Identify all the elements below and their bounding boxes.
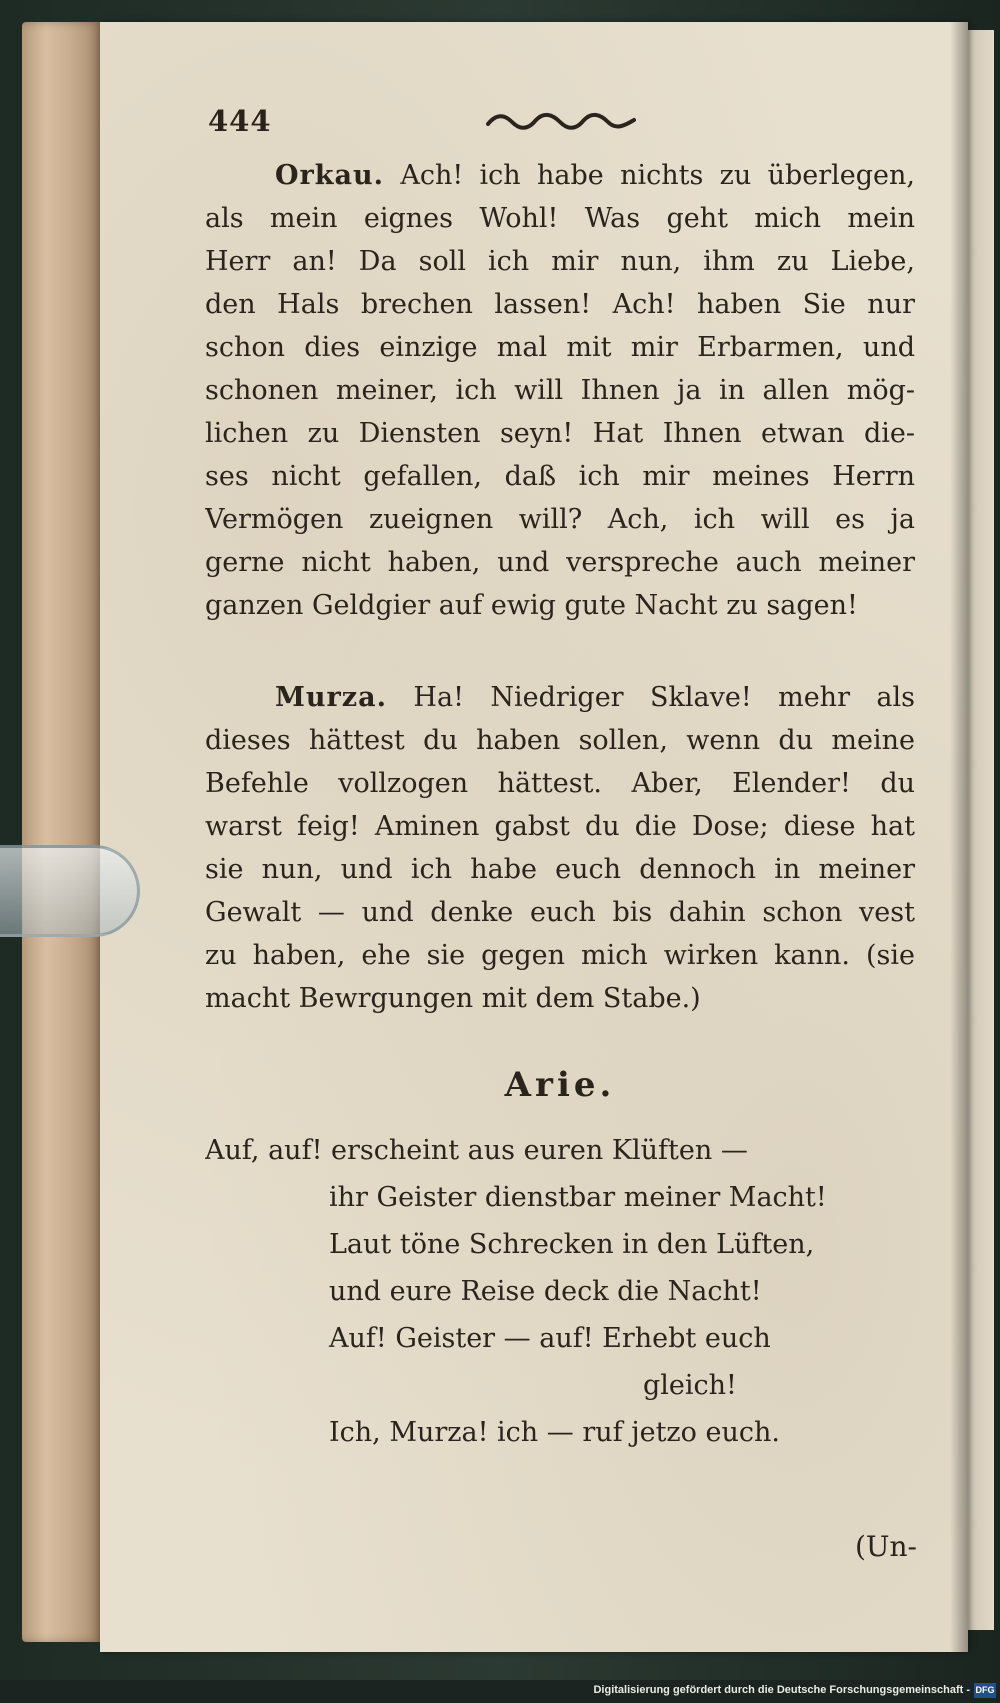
verse-line: Ich, Murza! ich — ruf jetzo euch. (329, 1417, 780, 1448)
funding-credit: Digitalisierung gefördert durch die Deutsche Forschungsgemeinschaft - (593, 1684, 970, 1696)
speech-line: gerne nicht haben, und verspreche auch meiner (205, 547, 915, 578)
verse-line: Auf! Geister — auf! Erhebt euch (329, 1323, 771, 1354)
dfg-logo-icon: DFG (974, 1683, 996, 1698)
speaker-name: Orkau. (275, 160, 384, 191)
verse-line: Laut töne Schrecken in den Lüften, (329, 1229, 815, 1260)
speech-line: Ha! Niedriger Sklave! mehr als (413, 682, 915, 713)
speaker-name: Murza. (275, 682, 387, 713)
page-number: 444 (208, 104, 272, 138)
speech-line: dieses hättest du haben sollen, wenn du meine (205, 725, 915, 756)
verse-line: und eure Reise deck die Nacht! (329, 1276, 762, 1307)
book-edge (22, 22, 102, 1642)
speech-line: macht Bewrgungen mit dem Stabe.) (205, 983, 701, 1014)
gutter-shadow (950, 22, 968, 1652)
speech-line: Gewalt — und denke euch bis dahin schon vest (205, 897, 915, 928)
ornament-icon (486, 108, 636, 134)
speech-line: lichen zu Diensten seyn! Hat Ihnen etwan die- (205, 418, 915, 449)
speech-line: zu haben, ehe sie gegen mich wirken kann. (sie (205, 940, 915, 971)
speech-line: schonen meiner, ich will Ihnen ja in allen mög- (205, 375, 915, 406)
speech-line: ganzen Geldgier auf ewig gute Nacht zu sagen! (205, 590, 858, 621)
speech-line: Ach! ich habe nichts zu überlegen, (400, 160, 915, 191)
catchword: (Un- (855, 1530, 918, 1563)
speech-line: als mein eignes Wohl! Was geht mich mein (205, 203, 915, 234)
next-page-edge (968, 30, 994, 1630)
speech-line: schon dies einzige mal mit mir Erbarmen, und (205, 332, 915, 363)
speech-murza (205, 676, 915, 1020)
verse-line: ihr Geister dienstbar meiner Macht! (329, 1182, 827, 1213)
aria-heading: Arie. (504, 1065, 616, 1105)
speech-line: ses nicht gefallen, daß ich mir meines Herrn (205, 461, 915, 492)
speech-line: Befehle vollzogen hättest. Aber, Elender! du (205, 768, 915, 799)
page-holder-clip (0, 845, 140, 937)
verse-line: Auf, auf! erscheint aus euren Klüften — (205, 1135, 748, 1166)
speech-line: Herr an! Da soll ich mir nun, ihm zu Liebe, (205, 246, 915, 277)
speech-line: sie nun, und ich habe euch dennoch in meiner (205, 854, 915, 885)
speech-line: Vermögen zueignen will? Ach, ich will es ja (205, 504, 915, 535)
speech-line: warst feig! Aminen gabst du die Dose; diese hat (205, 811, 915, 842)
verse-line: gleich! (643, 1370, 737, 1401)
digitization-footer (0, 1680, 1000, 1703)
speech-orkau (205, 154, 915, 627)
aria-verse (205, 1127, 915, 1456)
page-header (208, 104, 668, 144)
speech-line: den Hals brechen lassen! Ach! haben Sie nur (205, 289, 915, 320)
